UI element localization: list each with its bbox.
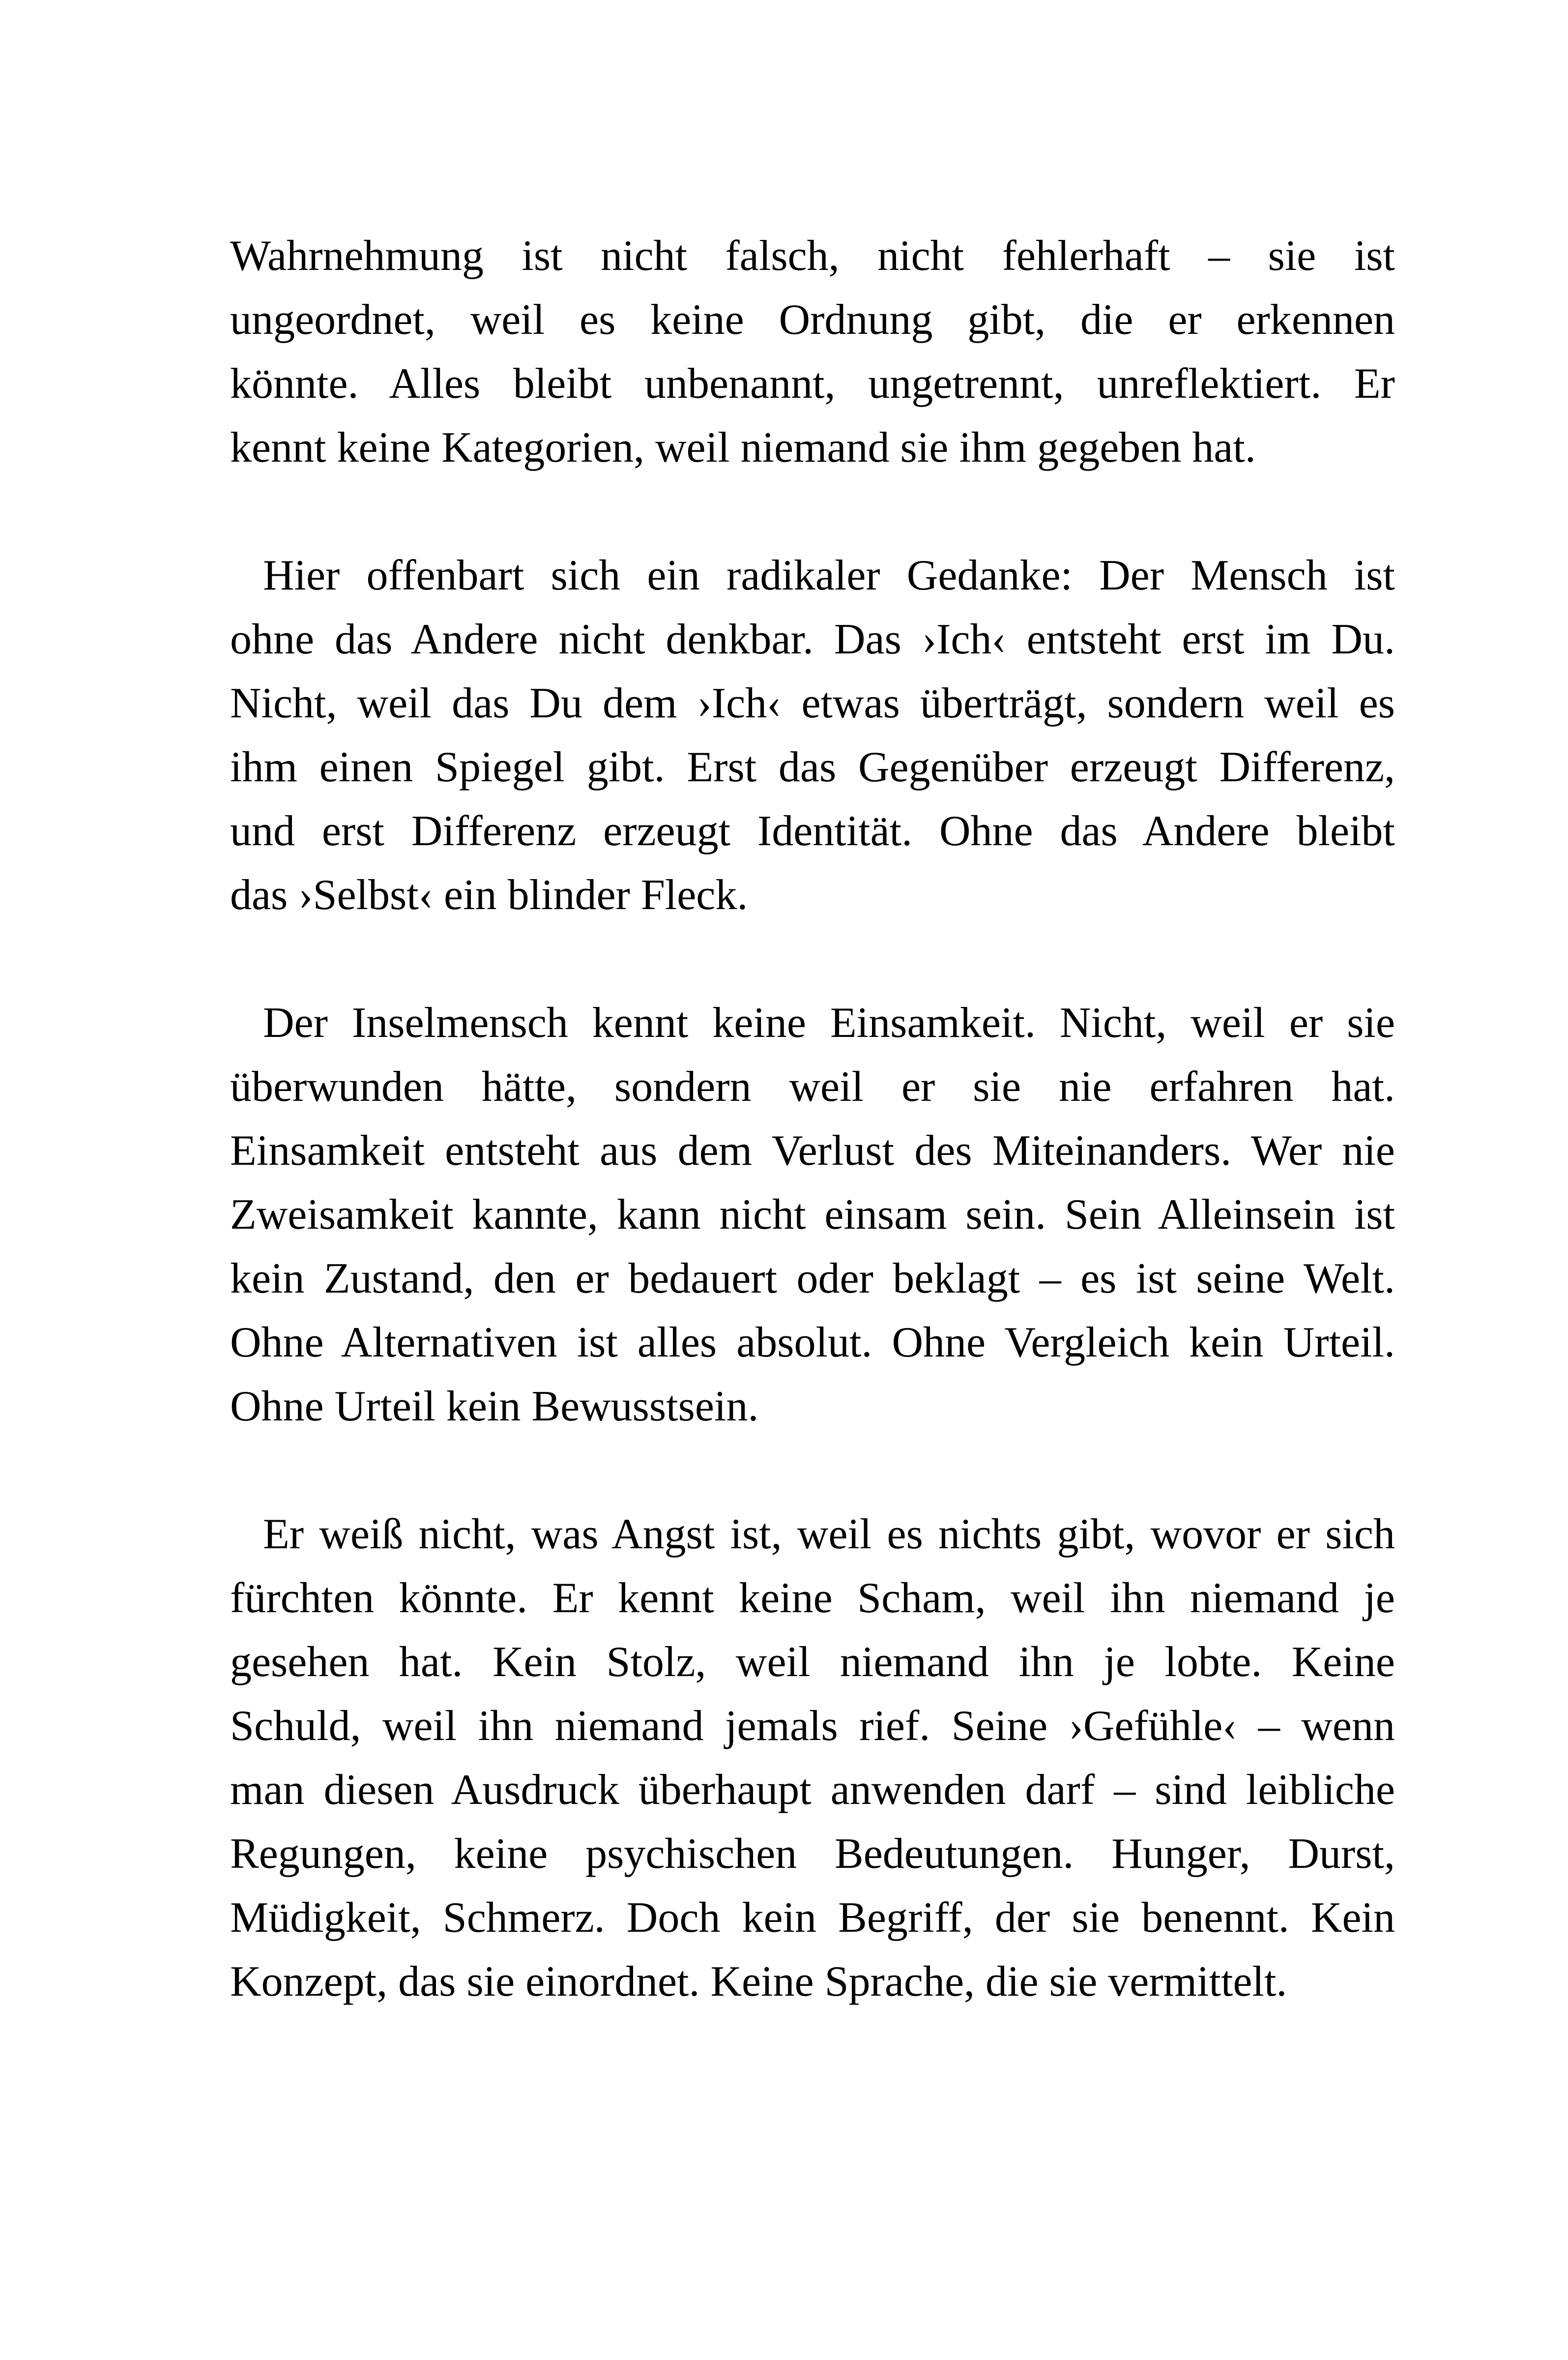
text-line: Zweisamkeit kannte, kann nicht einsam sein. Sein Alleinsein ist — [230, 1191, 1395, 1239]
text-line: ihm einen Spiegel gibt. Erst das Gegenüber erzeugt Differenz, — [230, 743, 1395, 791]
paragraph — [230, 991, 1395, 1439]
text-line: Hier offenbart sich ein radikaler Gedanke: Der Mensch ist — [263, 552, 1395, 599]
text-line: Müdigkeit, Schmerz. Doch kein Begriff, der sie benennt. Kein — [230, 1894, 1395, 1942]
text-line: könnte. Alles bleibt unbenannt, ungetrennt, unreflektiert. Er — [230, 360, 1395, 408]
text-line: Ohne Urteil kein Bewusstsein. — [230, 1383, 759, 1430]
paragraph — [230, 544, 1395, 927]
text-line: Er weiß nicht, was Angst ist, weil es nichts gibt, wovor er sich — [263, 1510, 1395, 1558]
paragraph — [230, 224, 1395, 480]
text-line: fürchten könnte. Er kennt keine Scham, weil ihn niemand je — [230, 1574, 1395, 1622]
text-line: kein Zustand, den er bedauert oder beklagt – es ist seine Welt. — [230, 1255, 1395, 1302]
body-text — [230, 224, 1395, 2014]
text-line: Der Inselmensch kennt keine Einsamkeit. Nicht, weil er sie — [263, 999, 1395, 1047]
text-line: Schuld, weil ihn niemand jemals rief. Seine ›Gefühle‹ – wenn — [230, 1702, 1395, 1750]
text-line: ohne das Andere nicht denkbar. Das ›Ich‹ entsteht erst im Du. — [230, 616, 1395, 663]
text-line: Ohne Alternativen ist alles absolut. Ohne Vergleich kein Urteil. — [230, 1319, 1395, 1366]
paragraph — [230, 1503, 1395, 2014]
text-line: gesehen hat. Kein Stolz, weil niemand ihn je lobte. Keine — [230, 1638, 1395, 1686]
text-line: Konzept, das sie einordnet. Keine Sprache, die sie vermittelt. — [230, 1958, 1287, 2006]
text-line: Regungen, keine psychischen Bedeutungen. Hunger, Durst, — [230, 1830, 1395, 1878]
text-line: und erst Differenz erzeugt Identität. Ohne das Andere bleibt — [230, 807, 1395, 855]
text-line: ungeordnet, weil es keine Ordnung gibt, die er erkennen — [230, 296, 1395, 344]
text-line: man diesen Ausdruck überhaupt anwenden darf – sind leibliche — [230, 1766, 1395, 1814]
text-line: Einsamkeit entsteht aus dem Verlust des Miteinanders. Wer nie — [230, 1127, 1395, 1175]
text-line: Nicht, weil das Du dem ›Ich‹ etwas überträgt, sondern weil es — [230, 679, 1395, 727]
text-line: kennt keine Kategorien, weil niemand sie ihm gegeben hat. — [230, 424, 1256, 472]
text-line: überwunden hätte, sondern weil er sie nie erfahren hat. — [230, 1063, 1395, 1111]
text-line: Wahrnehmung ist nicht falsch, nicht fehlerhaft – sie ist — [230, 232, 1395, 280]
text-line: das ›Selbst‹ ein blinder Fleck. — [230, 871, 748, 919]
